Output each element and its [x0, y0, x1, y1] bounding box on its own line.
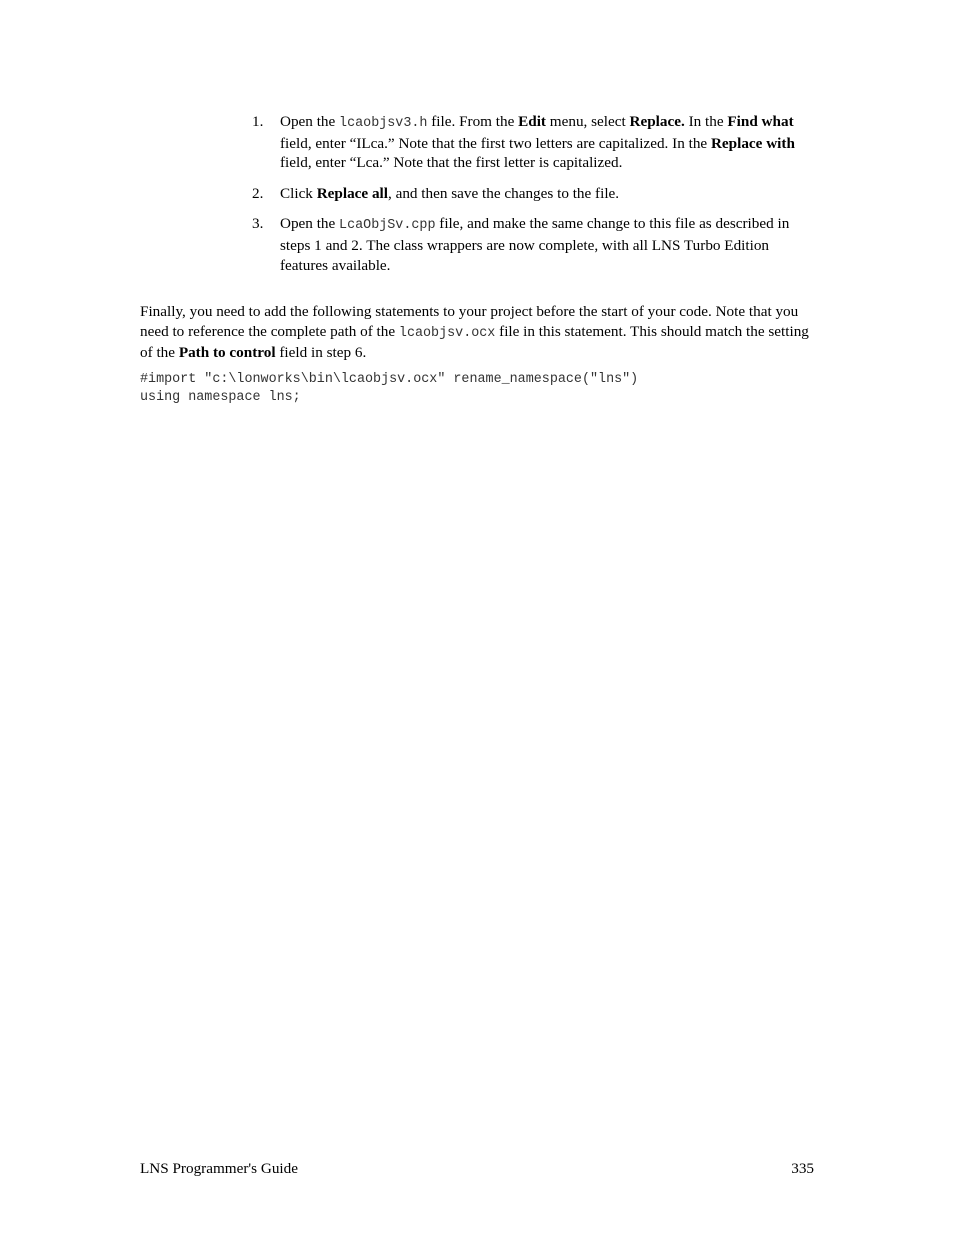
- bold-term: Replace all: [316, 184, 388, 202]
- step-text: Click: [280, 184, 317, 202]
- bold-term: Path to control: [178, 344, 276, 362]
- bold-term: Edit: [518, 113, 546, 130]
- step-3: [252, 214, 818, 275]
- step-1: [252, 112, 818, 173]
- step-text: menu, select: [546, 113, 630, 130]
- code-filename: lcaobjsv3.h: [339, 116, 428, 131]
- step-text: In the: [684, 113, 728, 130]
- step-text: field, enter “Lca.” Note that the first letter is capitalized.: [280, 154, 623, 172]
- paragraph-text: field in step 6.: [275, 344, 367, 362]
- code-filename: lcaobjsv.ocx: [398, 325, 496, 341]
- page-number: 335: [791, 1160, 814, 1177]
- code-line: using namespace lns;: [140, 390, 301, 405]
- step-number: 1.: [252, 113, 264, 130]
- step-text: Open the: [280, 113, 340, 130]
- step-number: 2.: [252, 184, 264, 202]
- code-block: [140, 371, 638, 407]
- code-filename: LcaObjSv.cpp: [339, 218, 436, 234]
- code-line: #import "c:\lonworks\bin\lcaobjsv.ocx" rename_namespace("lns"): [140, 372, 639, 387]
- body-paragraph: [140, 302, 820, 363]
- step-text: file, and make the same change to this file as described in steps 1 and 2. The class wrappers are now complete, with all LNS Turbo Edition features available.: [280, 215, 790, 274]
- step-text: Open the: [280, 215, 340, 233]
- bold-term: Replace.: [629, 113, 685, 130]
- step-text: , and then save the changes to the file.: [387, 184, 620, 202]
- footer-title: LNS Programmer's Guide: [140, 1160, 298, 1177]
- step-2: [252, 184, 818, 204]
- step-text: field, enter “ILca.” Note that the first two letters are capitalized. In the: [280, 134, 711, 152]
- bold-term: Find what: [727, 113, 794, 130]
- step-text: file. From the: [427, 113, 519, 130]
- step-number: 3.: [252, 215, 264, 233]
- paragraph-text: file in this statement. This should match the setting of the: [140, 322, 809, 362]
- bold-term: Replace with: [710, 134, 795, 152]
- paragraph-text: Finally, you need to add the following statements to your project before the start of your code. Note that you need to reference the complete path of the: [140, 303, 799, 340]
- steps-list: [252, 112, 818, 286]
